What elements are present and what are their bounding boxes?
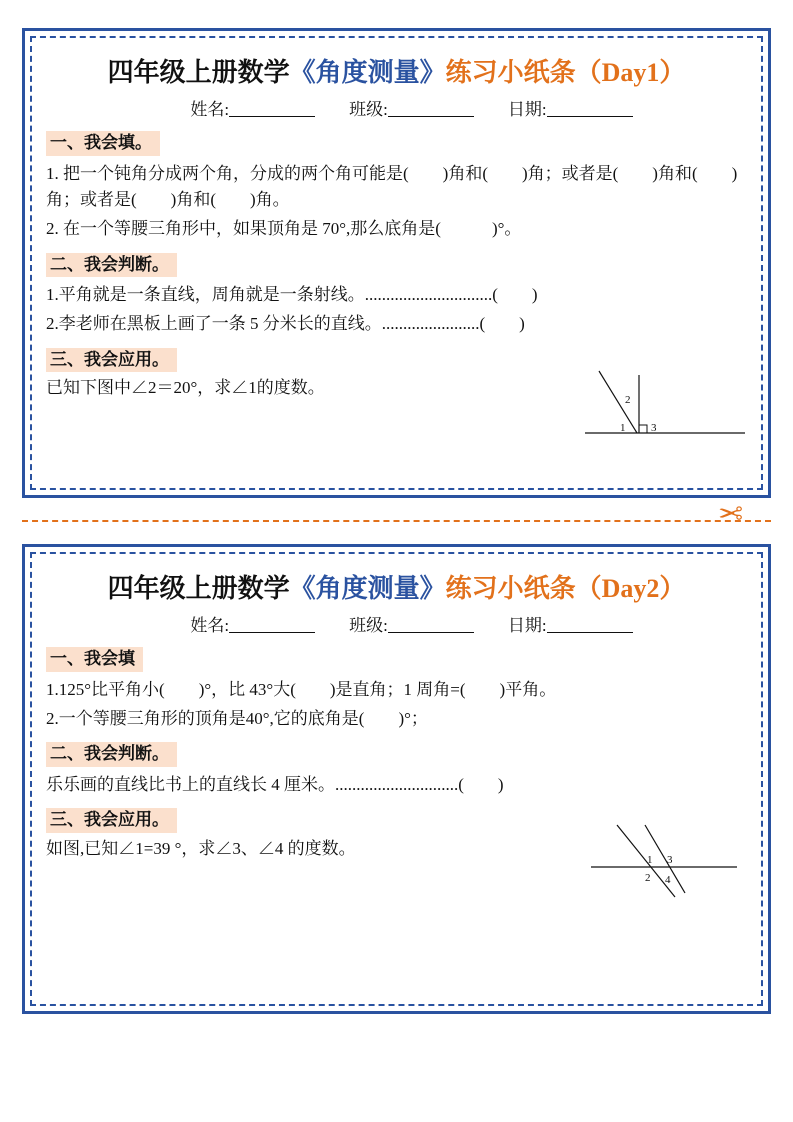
title-grade-day1: 四年级上册数学 <box>107 58 290 87</box>
worksheet-card-day2-inner <box>30 552 763 1006</box>
date-blank-day2[interactable] <box>547 617 633 633</box>
figure-area-day1 <box>46 393 747 461</box>
date-label-day1: 日期: <box>507 100 547 119</box>
svg-text:1: 1 <box>647 854 653 867</box>
date-label-day2: 日期: <box>507 616 547 635</box>
class-field-day2[interactable] <box>349 611 474 636</box>
cut-line-dash <box>22 520 771 522</box>
svg-text:4: 4 <box>665 874 671 887</box>
svg-text:3: 3 <box>651 421 657 434</box>
class-blank-day2[interactable] <box>388 617 474 633</box>
class-label-day2: 班级: <box>349 616 388 635</box>
question-day1-s1-q1: 1. 把一个钝角分成两个角，分成的两个角可能是( )角和( )角；或者是( )角和( )角；或者是( )角和( )角。 <box>46 163 738 209</box>
title-grade-day2: 四年级上册数学 <box>107 574 290 603</box>
section-heading-apply-day1: 三、我会应用。 <box>46 348 177 373</box>
class-blank-day1[interactable] <box>388 101 474 117</box>
svg-text:3: 3 <box>667 854 673 867</box>
section-heading-fill-day2: 一、我会填 <box>46 647 143 672</box>
title-suffix-day2: 练习小纸条（Day2） <box>445 574 686 603</box>
date-field-day1[interactable] <box>508 95 633 120</box>
title-topic-day2: 《角度测量》 <box>289 574 446 603</box>
angle-figure-day1-svg <box>577 369 747 439</box>
title-topic-day1: 《角度测量》 <box>289 58 446 87</box>
question-day2-s2-q1: 乐乐画的直线比书上的直线长 4 厘米。.............................( ) <box>46 774 504 794</box>
question-day1-s3-q1: 已知下图中∠2＝20°，求∠1的度数。 <box>46 378 325 398</box>
svg-text:1: 1 <box>620 421 626 434</box>
question-day1-s2-q1: 1.平角就是一条直线，周角就是一条射线。..............................( ) <box>46 285 538 305</box>
student-info-row-day2 <box>46 611 747 636</box>
question-day2-s1-q2: 2.一个等腰三角形的顶角是40°,它的底角是( )°； <box>46 708 428 728</box>
name-blank-day2[interactable] <box>229 617 315 633</box>
angle-figure-day2-svg <box>589 823 739 899</box>
figure-area-day2 <box>46 854 747 921</box>
title-suffix-day1: 练习小纸条（Day1） <box>445 58 686 87</box>
svg-text:2: 2 <box>645 872 651 885</box>
class-field-day1[interactable] <box>349 95 474 120</box>
student-info-row-day1 <box>46 95 747 120</box>
date-blank-day1[interactable] <box>547 101 633 117</box>
worksheet-card-day2 <box>22 544 771 1014</box>
name-label-day2: 姓名: <box>190 616 230 635</box>
name-blank-day1[interactable] <box>229 101 315 117</box>
date-field-day2[interactable] <box>508 611 633 636</box>
page-title-day1 <box>46 52 747 89</box>
angle-figure-day2 <box>589 823 739 904</box>
svg-text:2: 2 <box>625 393 631 406</box>
worksheet-card-day1-inner <box>30 36 763 490</box>
scissors-icon: ✂ <box>717 498 743 531</box>
section-heading-judge-day2: 二、我会判断。 <box>46 742 177 767</box>
section-heading-apply-day2: 三、我会应用。 <box>46 808 177 833</box>
question-day2-s3-q1: 如图,已知∠1=39 °，求∠3、∠4 的度数。 <box>46 838 356 858</box>
cut-line <box>22 498 771 544</box>
question-day1-s2-q2: 2.李老师在黑板上画了一条 5 分米长的直线。.......................( ) <box>46 314 525 334</box>
name-label-day1: 姓名: <box>190 100 230 119</box>
angle-figure-day1 <box>577 369 747 444</box>
class-label-day1: 班级: <box>349 100 388 119</box>
worksheet-card-day1 <box>22 28 771 498</box>
question-day2-s1-q1: 1.125°比平角小( )°，比 43°大( )是直角；1 周角=( )平角。 <box>46 679 557 699</box>
section-heading-fill-day1: 一、我会填。 <box>46 131 160 156</box>
question-day1-s1-q2: 2. 在一个等腰三角形中，如果顶角是 70°,那么底角是( )°。 <box>46 219 522 239</box>
name-field-day1[interactable] <box>190 95 315 120</box>
name-field-day2[interactable] <box>190 611 315 636</box>
section-heading-judge-day1: 二、我会判断。 <box>46 253 177 278</box>
page-title-day2 <box>46 568 747 605</box>
